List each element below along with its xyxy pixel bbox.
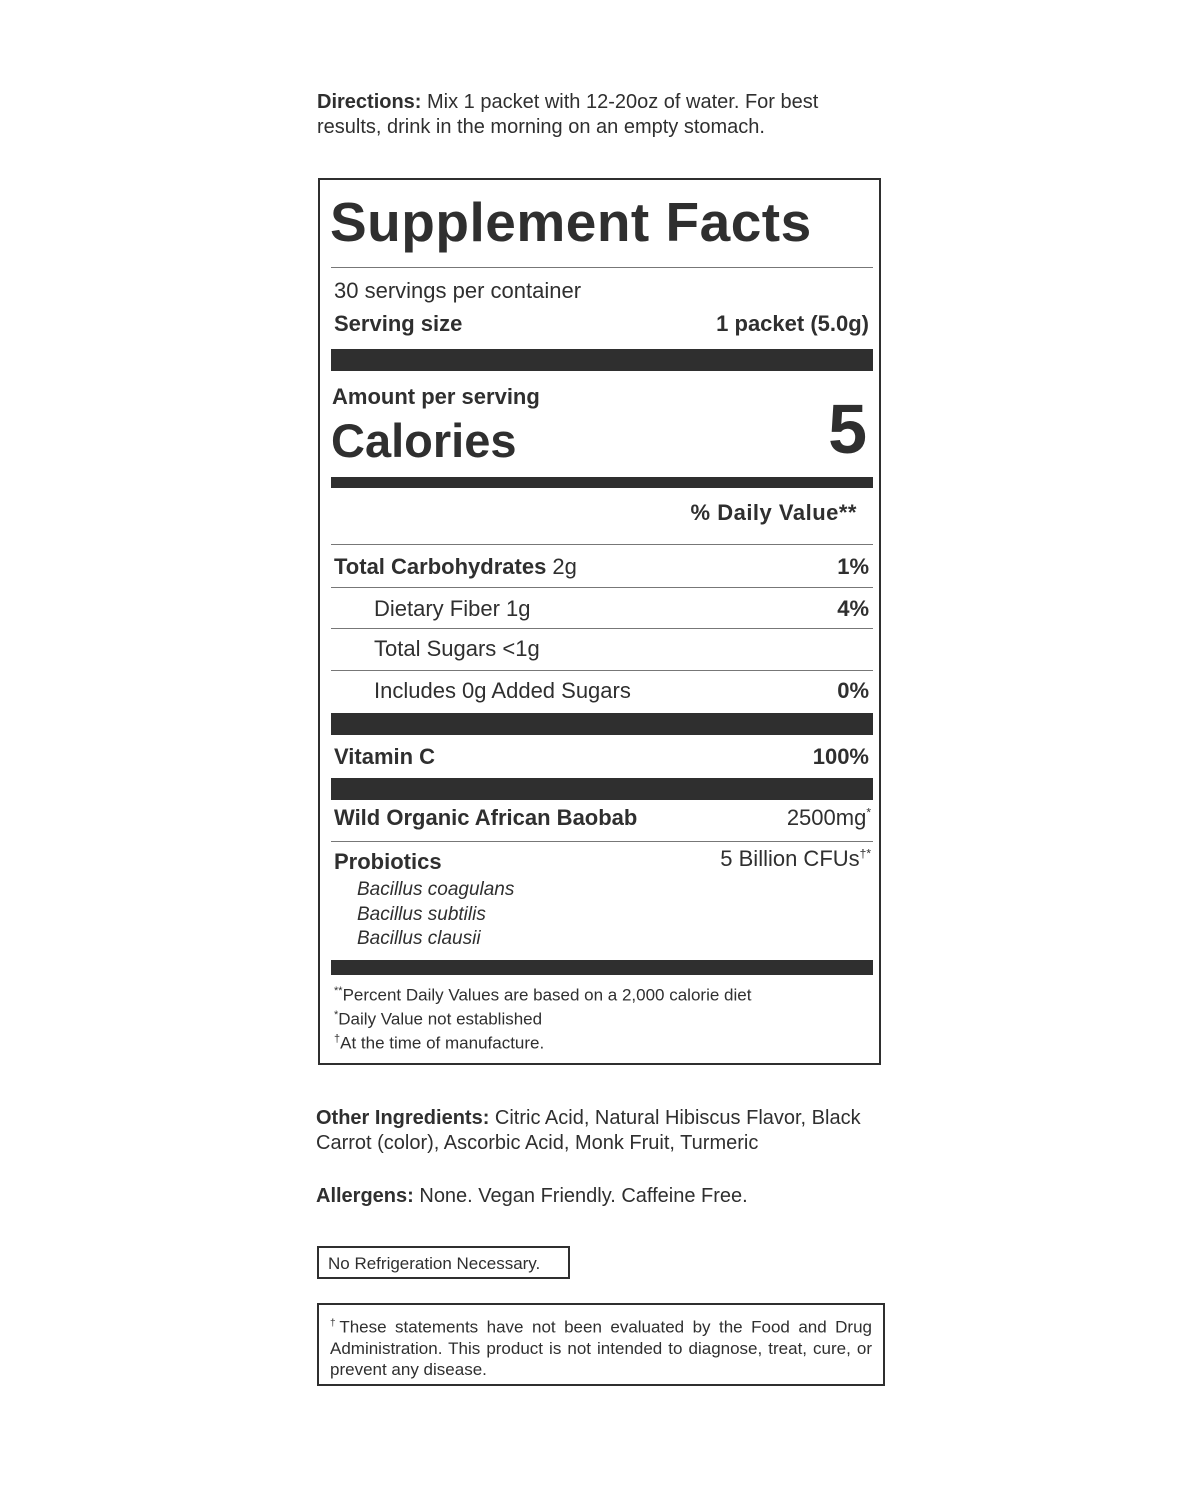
- servings-per-container: 30 servings per container: [334, 278, 582, 303]
- disclaimer-mark: †: [330, 1318, 340, 1329]
- baobab-amount-wrap: [787, 805, 871, 831]
- facts-title: Supplement Facts: [330, 191, 812, 253]
- thick-divider: [331, 713, 873, 735]
- supplement-facts-panel: [318, 178, 881, 1065]
- thick-divider: [331, 778, 873, 800]
- divider: [331, 587, 873, 588]
- other-ingredients-label: Other Ingredients:: [316, 1107, 490, 1129]
- footnote: [334, 1009, 542, 1030]
- nutrient-dv: 1%: [837, 554, 869, 579]
- refrigeration-note: No Refrigeration Necessary.: [317, 1246, 570, 1279]
- footnote-mark: †: [334, 1033, 341, 1045]
- probiotic-strain: Bacillus clausii: [357, 928, 481, 949]
- nutrient-row-label: [334, 554, 577, 580]
- footnote: [334, 985, 751, 1006]
- nutrient-name: Dietary Fiber 1g: [374, 596, 531, 621]
- allergens-text: None. Vegan Friendly. Caffeine Free.: [413, 1185, 748, 1207]
- directions-label: Directions:: [317, 91, 422, 113]
- baobab-amount: 2500mg: [786, 805, 867, 830]
- serving-size-label: Serving size: [334, 311, 463, 336]
- other-ingredients-text: Citric Acid, Natural Hibiscus Flavor, Black Carrot (color), Ascorbic Acid, Monk Fruit, Turmeric: [316, 1107, 861, 1154]
- probiotic-strain: Bacillus subtilis: [357, 904, 486, 925]
- vitamin-c-dv: 100%: [812, 744, 869, 769]
- allergens-label: Allergens:: [316, 1185, 414, 1207]
- divider: [331, 267, 873, 268]
- divider: [331, 841, 873, 842]
- calories-label: Calories: [331, 414, 517, 467]
- nutrient-dv: 0%: [837, 678, 869, 703]
- nutrient-name: Total Carbohydrates: [334, 554, 547, 579]
- divider: [331, 544, 873, 545]
- footnote-text: Daily Value not established: [338, 1009, 543, 1029]
- probiotics-name: Probiotics: [334, 849, 442, 874]
- fda-disclaimer: [317, 1303, 885, 1386]
- allergens: [316, 1184, 896, 1209]
- footnote-mark: *: [334, 1009, 339, 1021]
- nutrient-name: Includes 0g Added Sugars: [374, 678, 631, 703]
- divider: [331, 670, 873, 671]
- directions-text: Mix 1 packet with 12-20oz of water. For best results, drink in the morning on an empty stomach.: [317, 91, 819, 138]
- probiotics-amount-wrap: [720, 846, 871, 872]
- nutrient-amount: 2g: [546, 554, 577, 579]
- nutrient-dv: 4%: [837, 596, 869, 621]
- disclaimer-text: These statements have not been evaluated by the Food and Drug Administration. This product is not intended to diagnose, treat, cure, or prevent any disease.: [330, 1317, 873, 1379]
- calories-value: 5: [828, 390, 867, 468]
- medium-divider: [331, 477, 873, 488]
- divider: [331, 628, 873, 629]
- footnote-text: At the time of manufacture.: [340, 1033, 545, 1053]
- probiotics-mark: †*: [859, 846, 871, 861]
- thick-divider: [331, 960, 873, 975]
- probiotics-amount: 5 Billion CFUs: [720, 846, 860, 871]
- serving-size-value: 1 packet (5.0g): [716, 311, 869, 336]
- other-ingredients: [316, 1106, 896, 1156]
- footnote: [334, 1033, 544, 1054]
- baobab-name: Wild Organic African Baobab: [334, 805, 638, 830]
- daily-value-header: % Daily Value**: [690, 500, 857, 525]
- footnote-text: Percent Daily Values are based on a 2,000 calorie diet: [342, 985, 752, 1005]
- thick-divider: [331, 349, 873, 371]
- vitamin-c-name: Vitamin C: [334, 744, 436, 769]
- directions: [317, 90, 887, 140]
- footnote-mark: **: [334, 985, 343, 997]
- probiotic-strain: Bacillus coagulans: [357, 879, 515, 900]
- amount-per-serving: Amount per serving: [332, 384, 540, 409]
- nutrient-name: Total Sugars <1g: [374, 636, 540, 661]
- baobab-mark: *: [866, 805, 871, 820]
